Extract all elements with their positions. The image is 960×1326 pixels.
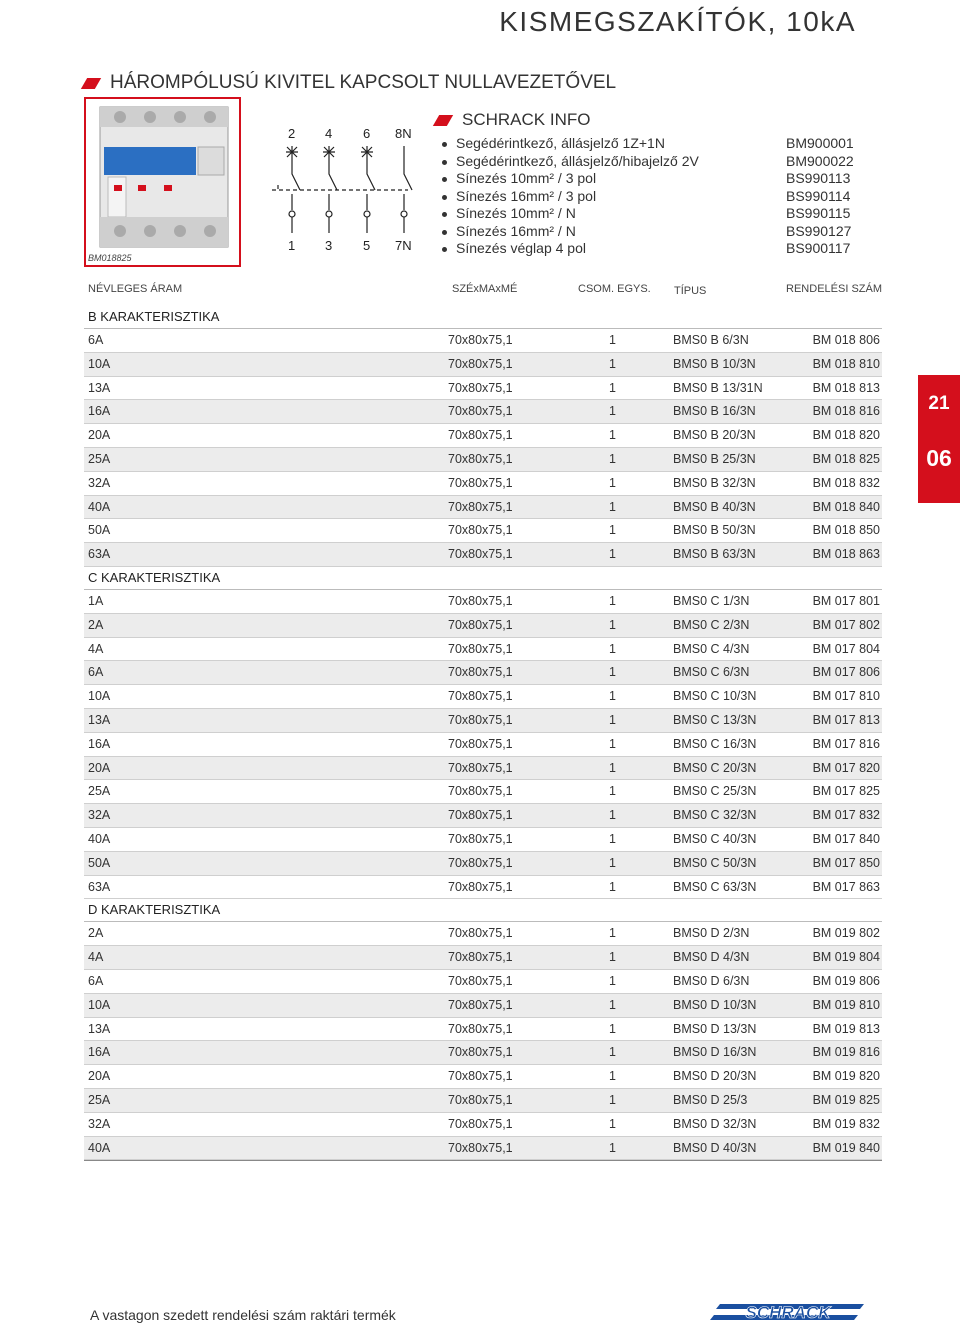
info-item-code: BS990113 — [786, 170, 851, 186]
cell-pack: 1 — [609, 950, 616, 965]
group-title: D KARAKTERISZTIKA — [84, 899, 882, 922]
section-title — [84, 72, 616, 94]
side-tab-bottom: 06 — [926, 445, 952, 471]
info-item — [436, 170, 886, 188]
info-item — [436, 153, 886, 171]
red-marker-icon — [81, 78, 101, 89]
section-title-text: HÁROMPÓLUSÚ KIVITEL KAPCSOLT NULLAVEZETŐVEL — [110, 72, 617, 93]
cell-type: BMS0 D 10/3N — [673, 997, 757, 1012]
cell-size: 70x80x75,1 — [448, 712, 513, 727]
cell-size: 70x80x75,1 — [448, 380, 513, 395]
cell-current: 13A — [88, 1021, 111, 1036]
cell-current: 13A — [88, 380, 111, 395]
cell-current: 10A — [88, 356, 111, 371]
cell-size: 70x80x75,1 — [448, 333, 513, 347]
cell-current: 6A — [88, 665, 104, 680]
cell-order: BM 018 840 — [812, 499, 880, 514]
schematic-bottom-label: 7N — [395, 238, 412, 253]
cell-order: BM 019 832 — [812, 1116, 880, 1131]
cell-type: BMS0 D 32/3N — [673, 1116, 757, 1131]
cell-size: 70x80x75,1 — [448, 997, 513, 1012]
cell-size: 70x80x75,1 — [448, 475, 513, 490]
schematic-top-label: 4 — [325, 126, 333, 141]
cell-type: BMS0 C 10/3N — [673, 689, 757, 704]
cell-size: 70x80x75,1 — [448, 973, 513, 988]
table-row — [84, 661, 882, 685]
info-title-text: SCHRACK INFO — [462, 110, 591, 129]
info-item-label: Sínezés 10mm² / 3 pol — [456, 170, 597, 186]
group-title: C KARAKTERISZTIKA — [84, 567, 882, 590]
info-item — [436, 135, 886, 153]
info-item-label: Sínezés 10mm² / N — [456, 205, 576, 221]
cell-type: BMS0 B 40/3N — [673, 499, 756, 514]
cell-type: BMS0 B 13/31N — [673, 380, 763, 395]
cell-pack: 1 — [609, 356, 616, 371]
column-header-size: SZÉxMAxMÉ — [452, 283, 518, 295]
table-row — [84, 614, 882, 638]
cell-size: 70x80x75,1 — [448, 1116, 513, 1131]
logo-text: SCHRACK — [745, 1303, 831, 1322]
cell-order: BM 017 810 — [812, 689, 880, 704]
cell-size: 70x80x75,1 — [448, 641, 513, 656]
cell-order: BM 019 804 — [812, 950, 880, 965]
cell-order: BM 019 813 — [812, 1021, 880, 1036]
info-item-label: Sínezés 16mm² / N — [456, 222, 576, 239]
product-table — [84, 306, 882, 1161]
table-row — [84, 780, 882, 804]
cell-pack: 1 — [609, 760, 616, 775]
cell-current: 6A — [88, 973, 104, 988]
product-image — [84, 97, 241, 267]
table-row — [84, 757, 882, 781]
cell-order: BM 019 810 — [812, 997, 880, 1012]
cell-pack: 1 — [609, 1116, 616, 1131]
cell-pack: 1 — [609, 1092, 616, 1107]
cell-type: BMS0 C 40/3N — [673, 831, 757, 846]
cell-pack: 1 — [609, 665, 616, 680]
cell-size: 70x80x75,1 — [448, 1021, 513, 1036]
table-row — [84, 922, 882, 946]
cell-order: BM 018 816 — [812, 404, 880, 419]
cell-current: 32A — [88, 1116, 111, 1131]
cell-current: 16A — [88, 736, 111, 751]
cell-type: BMS0 C 32/3N — [673, 808, 757, 823]
column-header-type: TÍPUS — [674, 285, 707, 297]
cell-type: BMS0 C 16/3N — [673, 736, 757, 751]
cell-current: 32A — [88, 808, 111, 823]
info-item — [436, 205, 886, 223]
cell-type: BMS0 B 6/3N — [673, 333, 749, 347]
cell-size: 70x80x75,1 — [448, 1069, 513, 1084]
table-row — [84, 1065, 882, 1089]
cell-order: BM 018 832 — [812, 475, 880, 490]
cell-type: BMS0 B 32/3N — [673, 475, 756, 490]
cell-order: BM 017 820 — [812, 760, 880, 775]
cell-type: BMS0 D 4/3N — [673, 950, 750, 965]
cell-pack: 1 — [609, 547, 616, 562]
table-row — [84, 329, 882, 353]
info-item-code: BS990114 — [786, 187, 851, 204]
cell-type: BMS0 C 25/3N — [673, 784, 757, 799]
cell-type: BMS0 C 20/3N — [673, 760, 757, 775]
cell-current: 50A — [88, 855, 111, 870]
table-row — [84, 638, 882, 662]
cell-order: BM 017 804 — [812, 641, 880, 656]
cell-size: 70x80x75,1 — [448, 950, 513, 965]
cell-pack: 1 — [609, 499, 616, 514]
table-end-rule — [84, 1160, 882, 1161]
cell-pack: 1 — [609, 831, 616, 846]
table-row — [84, 685, 882, 709]
cell-type: BMS0 D 16/3N — [673, 1045, 757, 1060]
cell-order: BM 018 850 — [812, 523, 880, 538]
info-item-label: Sínezés véglap 4 pol — [456, 240, 586, 256]
red-marker-icon — [433, 115, 453, 126]
cell-size: 70x80x75,1 — [448, 428, 513, 443]
cell-pack: 1 — [609, 617, 616, 632]
cell-order: BM 017 802 — [812, 617, 880, 632]
cell-current: 20A — [88, 428, 111, 443]
cell-order: BM 018 820 — [812, 428, 880, 443]
table-row — [84, 424, 882, 448]
schematic-bottom-label: 1 — [288, 238, 296, 253]
cell-current: 25A — [88, 784, 111, 799]
table-row — [84, 472, 882, 496]
cell-current: 40A — [88, 831, 111, 846]
cell-size: 70x80x75,1 — [448, 926, 513, 941]
cell-pack: 1 — [609, 736, 616, 751]
info-item-code: BM900001 — [786, 135, 854, 151]
page-title: KISMEGSZAKÍTÓK, 10kA — [499, 6, 856, 37]
cell-current: 32A — [88, 475, 111, 490]
cell-order: BM 019 816 — [812, 1045, 880, 1060]
cell-current: 13A — [88, 712, 111, 727]
cell-pack: 1 — [609, 333, 616, 347]
table-row — [84, 876, 882, 900]
schematic-bottom-label: 3 — [325, 238, 333, 253]
cell-order: BM 017 840 — [812, 831, 880, 846]
cell-order: BM 017 850 — [812, 855, 880, 870]
table-row — [84, 852, 882, 876]
table-row — [84, 970, 882, 994]
cell-size: 70x80x75,1 — [448, 808, 513, 823]
schrack-info — [436, 110, 886, 258]
cell-size: 70x80x75,1 — [448, 1045, 513, 1060]
cell-size: 70x80x75,1 — [448, 593, 513, 608]
cell-order: BM 017 863 — [812, 879, 880, 894]
info-item-code: BS900117 — [786, 240, 851, 256]
schrack-logo — [708, 1300, 868, 1324]
cell-size: 70x80x75,1 — [448, 760, 513, 775]
cell-order: BM 019 806 — [812, 973, 880, 988]
cell-size: 70x80x75,1 — [448, 523, 513, 538]
cell-size: 70x80x75,1 — [448, 831, 513, 846]
cell-size: 70x80x75,1 — [448, 689, 513, 704]
schematic-bottom-label: 5 — [363, 238, 371, 253]
info-item — [436, 223, 886, 241]
cell-size: 70x80x75,1 — [448, 617, 513, 632]
cell-type: BMS0 C 50/3N — [673, 855, 757, 870]
info-item-label: Sínezés 16mm² / 3 pol — [456, 187, 597, 204]
side-tab-top: 21 — [928, 393, 950, 414]
cell-order: BM 019 840 — [812, 1140, 880, 1155]
cell-order: BM 018 863 — [812, 547, 880, 562]
info-title — [436, 110, 886, 130]
cell-type: BMS0 B 63/3N — [673, 547, 756, 562]
cell-pack: 1 — [609, 1045, 616, 1060]
cell-current: 1A — [88, 593, 104, 608]
table-row — [84, 1041, 882, 1065]
table-row — [84, 519, 882, 543]
table-row — [84, 733, 882, 757]
cell-current: 63A — [88, 547, 111, 562]
product-code: BM018825 — [88, 253, 132, 263]
cell-pack: 1 — [609, 428, 616, 443]
cell-pack: 1 — [609, 451, 616, 466]
cell-type: BMS0 C 2/3N — [673, 617, 750, 632]
cell-pack: 1 — [609, 1069, 616, 1084]
cell-type: BMS0 C 63/3N — [673, 879, 757, 894]
cell-pack: 1 — [609, 1021, 616, 1036]
breaker-illustration — [86, 99, 239, 249]
cell-pack: 1 — [609, 784, 616, 799]
info-item-label: Segédérintkező, állásjelző 1Z+1N — [456, 135, 665, 151]
cell-type: BMS0 D 40/3N — [673, 1140, 757, 1155]
cell-current: 4A — [88, 950, 104, 965]
cell-type: BMS0 D 25/3 — [673, 1092, 748, 1107]
cell-pack: 1 — [609, 879, 616, 894]
cell-type: BMS0 D 20/3N — [673, 1069, 757, 1084]
cell-current: 25A — [88, 1092, 111, 1107]
cell-order: BM 017 801 — [812, 593, 880, 608]
cell-pack: 1 — [609, 712, 616, 727]
cell-current: 10A — [88, 689, 111, 704]
cell-size: 70x80x75,1 — [448, 665, 513, 680]
side-tab — [918, 375, 960, 503]
footer-note: A vastagon szedett rendelési szám raktári termék — [90, 1307, 396, 1323]
cell-pack: 1 — [609, 593, 616, 608]
cell-order: BM 017 832 — [812, 808, 880, 823]
cell-type: BMS0 D 13/3N — [673, 1021, 757, 1036]
table-row — [84, 804, 882, 828]
table-row — [84, 709, 882, 733]
cell-size: 70x80x75,1 — [448, 1092, 513, 1107]
cell-size: 70x80x75,1 — [448, 879, 513, 894]
cell-pack: 1 — [609, 808, 616, 823]
cell-type: BMS0 B 20/3N — [673, 428, 756, 443]
cell-pack: 1 — [609, 404, 616, 419]
cell-order: BM 017 806 — [812, 665, 880, 680]
cell-order: BM 017 825 — [812, 784, 880, 799]
table-row — [84, 828, 882, 852]
cell-type: BMS0 D 6/3N — [673, 973, 750, 988]
table-row — [84, 377, 882, 401]
cell-pack: 1 — [609, 689, 616, 704]
cell-pack: 1 — [609, 641, 616, 656]
table-row — [84, 448, 882, 472]
table-row — [84, 1137, 882, 1161]
cell-current: 25A — [88, 451, 111, 466]
cell-order: BM 018 806 — [812, 333, 880, 347]
info-item-code: BS990127 — [786, 222, 852, 239]
group-title: B KARAKTERISZTIKA — [84, 306, 882, 329]
cell-pack: 1 — [609, 855, 616, 870]
cell-current: 40A — [88, 1140, 111, 1155]
info-list — [436, 135, 886, 258]
cell-type: BMS0 B 10/3N — [673, 356, 756, 371]
cell-current: 63A — [88, 879, 111, 894]
cell-size: 70x80x75,1 — [448, 736, 513, 751]
cell-current: 20A — [88, 1069, 111, 1084]
table-row — [84, 1113, 882, 1137]
cell-pack: 1 — [609, 973, 616, 988]
cell-size: 70x80x75,1 — [448, 784, 513, 799]
cell-size: 70x80x75,1 — [448, 404, 513, 419]
info-item — [436, 240, 886, 258]
cell-order: BM 017 816 — [812, 736, 880, 751]
cell-type: BMS0 C 1/3N — [673, 593, 750, 608]
cell-current: 20A — [88, 760, 111, 775]
cell-pack: 1 — [609, 997, 616, 1012]
circuit-schematic — [262, 118, 428, 260]
table-row — [84, 1089, 882, 1113]
table-row — [84, 946, 882, 970]
cell-size: 70x80x75,1 — [448, 547, 513, 562]
cell-type: BMS0 B 25/3N — [673, 451, 756, 466]
cell-size: 70x80x75,1 — [448, 499, 513, 514]
info-item-code: BM900022 — [786, 152, 854, 169]
cell-pack: 1 — [609, 1140, 616, 1155]
schematic-top-label: 8N — [395, 126, 412, 141]
info-item-code: BS990115 — [786, 205, 851, 221]
cell-current: 16A — [88, 1045, 111, 1060]
cell-current: 4A — [88, 641, 104, 656]
cell-pack: 1 — [609, 475, 616, 490]
cell-type: BMS0 C 4/3N — [673, 641, 750, 656]
schematic-top-label: 2 — [288, 126, 296, 141]
info-item-label: Segédérintkező, állásjelző/hibajelző 2V — [456, 152, 699, 169]
cell-type: BMS0 C 13/3N — [673, 712, 757, 727]
schematic-top-label: 6 — [363, 126, 371, 141]
cell-current: 50A — [88, 523, 111, 538]
column-header-order: RENDELÉSI SZÁM — [786, 283, 882, 295]
cell-type: BMS0 B 16/3N — [673, 404, 756, 419]
cell-current: 10A — [88, 997, 111, 1012]
cell-size: 70x80x75,1 — [448, 356, 513, 371]
cell-size: 70x80x75,1 — [448, 855, 513, 870]
cell-type: BMS0 C 6/3N — [673, 665, 750, 680]
cell-order: BM 018 813 — [812, 380, 880, 395]
table-header — [88, 283, 882, 299]
cell-current: 2A — [88, 617, 104, 632]
info-item — [436, 188, 886, 206]
cell-current: 2A — [88, 926, 104, 941]
cell-type: BMS0 B 50/3N — [673, 523, 756, 538]
table-row — [84, 496, 882, 520]
cell-order: BM 019 802 — [812, 926, 880, 941]
cell-size: 70x80x75,1 — [448, 1140, 513, 1155]
cell-order: BM 018 810 — [812, 356, 880, 371]
cell-pack: 1 — [609, 380, 616, 395]
cell-pack: 1 — [609, 926, 616, 941]
cell-type: BMS0 D 2/3N — [673, 926, 750, 941]
cell-order: BM 019 820 — [812, 1069, 880, 1084]
column-header-current: NÉVLEGES ÁRAM — [88, 283, 183, 295]
cell-order: BM 017 813 — [812, 712, 880, 727]
cell-current: 16A — [88, 404, 111, 419]
table-row — [84, 994, 882, 1018]
cell-order: BM 018 825 — [812, 451, 880, 466]
table-row — [84, 590, 882, 614]
cell-size: 70x80x75,1 — [448, 451, 513, 466]
table-row — [84, 353, 882, 377]
column-header-pack: CSOM. EGYS. — [578, 283, 651, 295]
table-row — [84, 400, 882, 424]
cell-pack: 1 — [609, 523, 616, 538]
table-row — [84, 1018, 882, 1042]
table-row — [84, 543, 882, 567]
cell-order: BM 019 825 — [812, 1092, 880, 1107]
cell-current: 6A — [88, 333, 104, 347]
cell-current: 40A — [88, 499, 111, 514]
